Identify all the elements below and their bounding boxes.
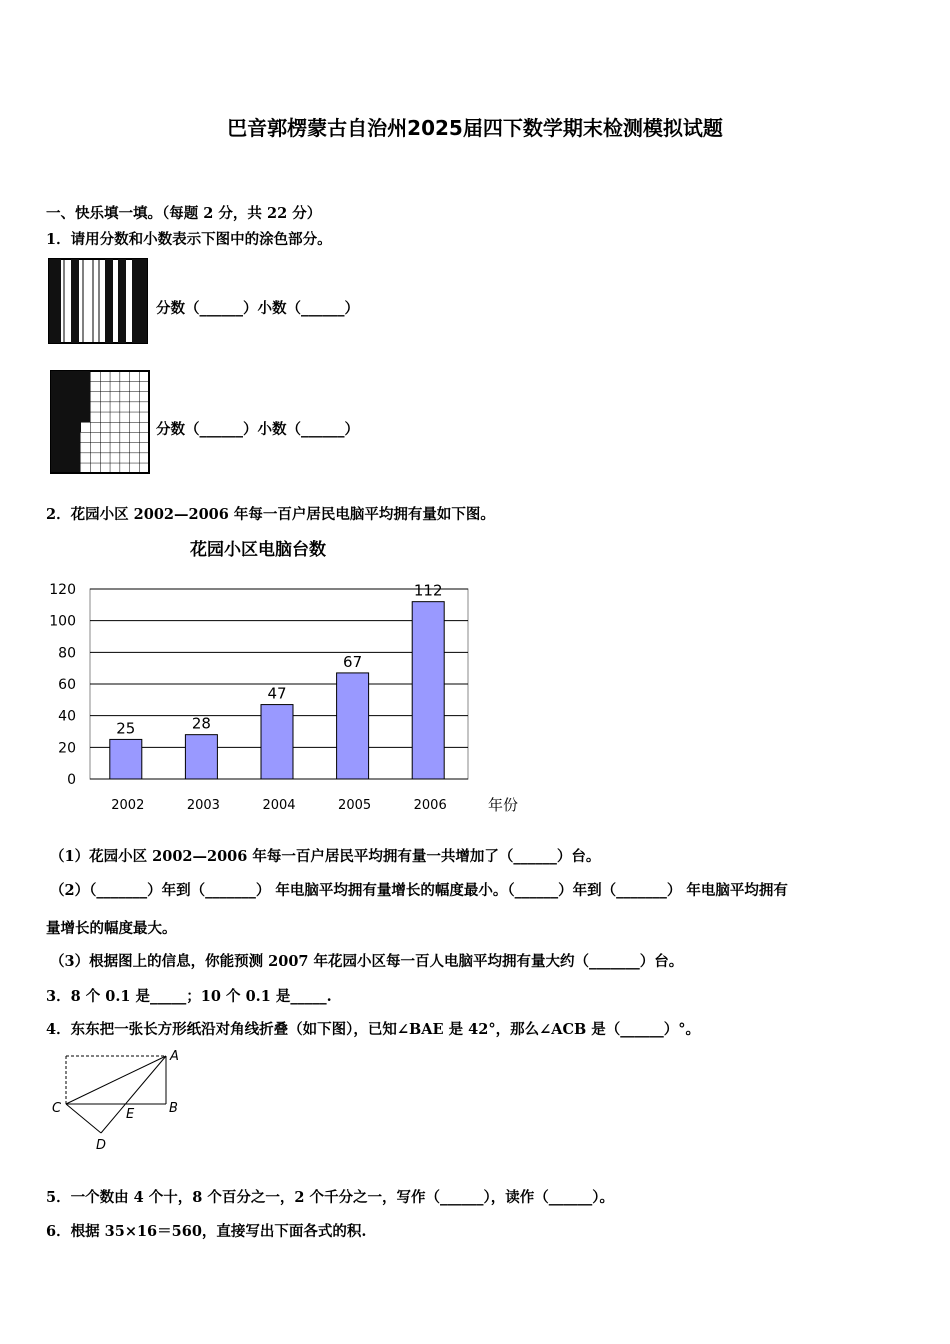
section-header: 一、快乐填一填。（每题 2 分，共 22 分） <box>46 205 322 222</box>
x-tick-label: 2003 <box>186 798 220 813</box>
question-6-text: 6．根据 35×16＝560，直接写出下面各式的积. <box>46 1223 367 1240</box>
bar-value-label: 67 <box>343 652 363 671</box>
y-tick-label: 40 <box>58 708 76 725</box>
bar-chart <box>40 530 520 820</box>
bar-value-label: 47 <box>267 684 287 703</box>
question-1-fig2-answer: 分数（______）小数（______） <box>156 421 359 438</box>
y-tick-label: 20 <box>58 740 76 757</box>
question-4-text: 4．东东把一张长方形纸沿对角线折叠（如下图），已知∠BAE 是 42°，那么∠ACB 是（______）°。 <box>46 1021 701 1038</box>
x-axis-label: 年份 <box>488 796 519 814</box>
bar-2005 <box>337 673 369 779</box>
question-2-sub3: （3）根据图上的信息，你能预测 2007 年花园小区每一百人电脑平均拥有量大约（_______）台。 <box>50 953 684 970</box>
question-2-sub2-line1: （2）（_______）年到（_______） 年电脑平均拥有量增长的幅度最小。（______）年到（_______） 年电脑平均拥有 <box>50 882 788 899</box>
folded-rectangle-figure <box>48 1046 198 1156</box>
chart-title: 花园小区电脑台数 <box>190 540 326 560</box>
point-e-label: E <box>126 1107 135 1122</box>
y-tick-label: 0 <box>67 772 76 788</box>
bar-2003 <box>185 735 217 779</box>
x-tick-label: 2002 <box>111 798 145 813</box>
point-d-label: D <box>96 1138 107 1153</box>
striped-rectangle-figure <box>48 258 150 346</box>
y-tick-label: 100 <box>49 613 76 630</box>
point-c-label: C <box>52 1101 62 1116</box>
x-tick-label: 2004 <box>262 798 296 813</box>
bar-2002 <box>110 739 142 779</box>
bar-value-label: 25 <box>116 719 136 738</box>
x-tick-label: 2006 <box>413 798 447 813</box>
bar-2004 <box>261 705 293 779</box>
page-title: 巴音郭楞蒙古自治州2025届四下数学期末检测模拟试题 <box>227 116 723 140</box>
question-2-text: 2．花园小区 2002—2006 年每一百户居民电脑平均拥有量如下图。 <box>46 506 495 523</box>
grid-square-figure <box>50 370 150 474</box>
bar-2006 <box>412 602 444 779</box>
x-tick-label: 2005 <box>338 798 372 813</box>
bar-value-label: 28 <box>191 714 211 733</box>
bar-value-label: 112 <box>413 581 443 600</box>
y-tick-label: 80 <box>58 645 76 662</box>
question-2-sub2-line2: 量增长的幅度最大。 <box>46 920 177 937</box>
question-3-text: 3．8 个 0.1 是_____；10 个 0.1 是_____. <box>46 988 332 1005</box>
question-1-fig1-answer: 分数（______）小数（______） <box>156 300 359 317</box>
question-1-text: 1．请用分数和小数表示下图中的涂色部分。 <box>46 231 332 248</box>
y-tick-label: 60 <box>58 677 76 693</box>
y-tick-label: 120 <box>49 582 76 598</box>
point-b-label: B <box>169 1101 178 1116</box>
question-2-sub1: （1）花园小区 2002—2006 年每一百户居民平均拥有量一共增加了（______）台。 <box>50 848 601 865</box>
question-5-text: 5．一个数由 4 个十，8 个百分之一，2 个千分之一，写作（______），读作（______）。 <box>46 1189 615 1206</box>
point-a-label: A <box>170 1049 179 1064</box>
